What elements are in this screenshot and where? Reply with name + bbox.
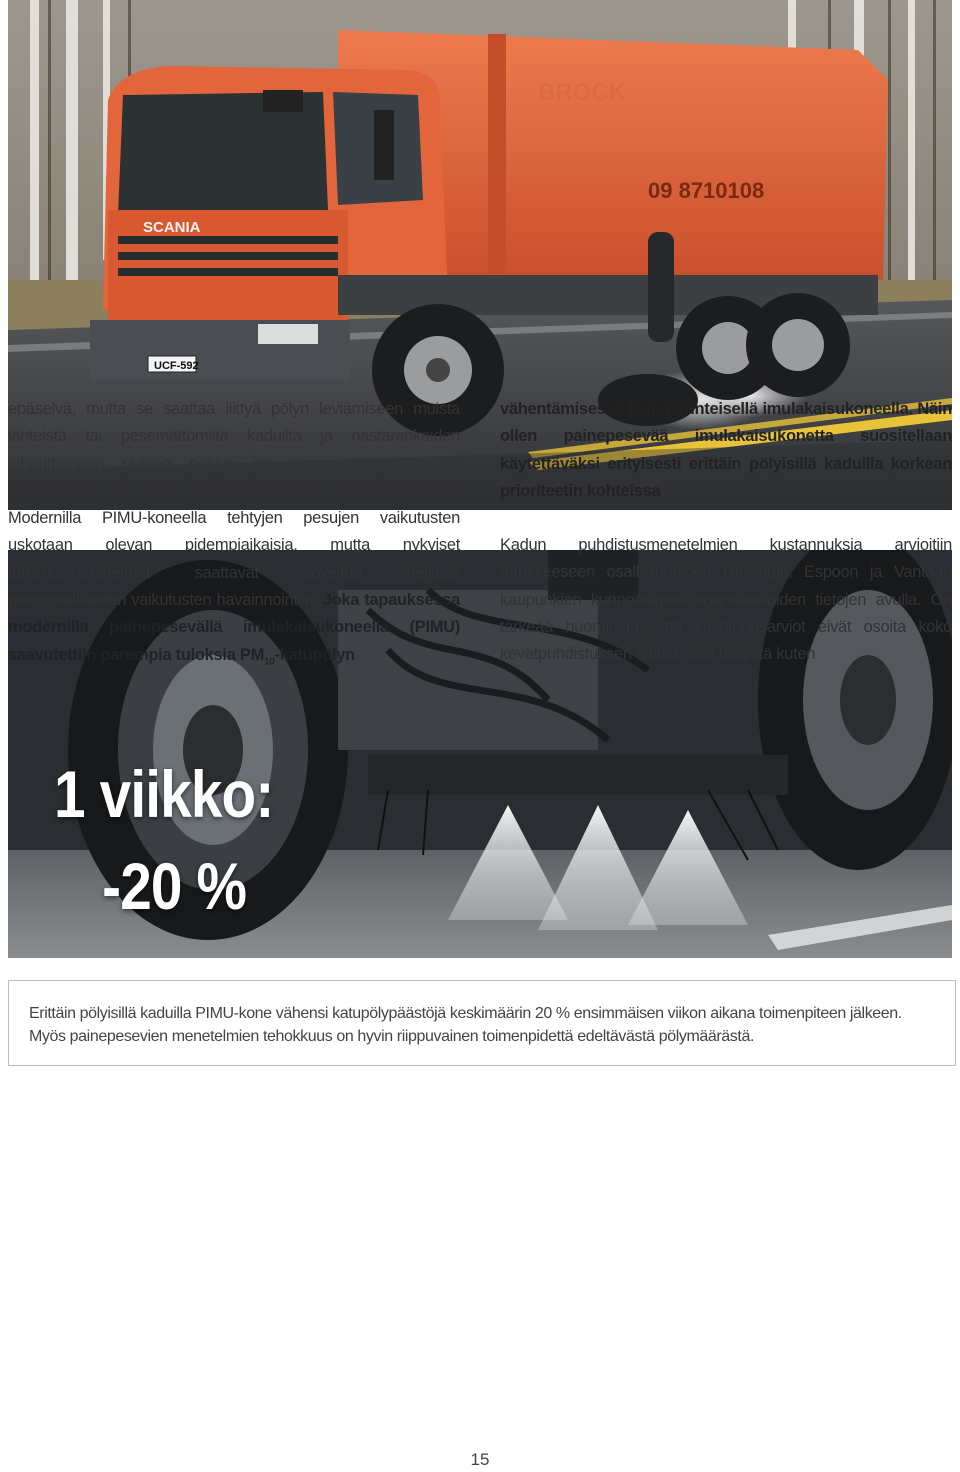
company-decal: BROCK [538,79,626,106]
pm-subscript: 10 [264,655,275,667]
right-bold-end: . [660,481,665,500]
rear-wheel-2 [746,293,850,397]
left-bold-text: Joka tapauksessa modernilla painepesevällä imulakaisukoneella (PIMU) saavutettiin parempia tuloksia PM [8,591,460,664]
photo-caption-box [8,980,956,1066]
brand-badge: SCANIA [143,219,201,236]
left-paragraph-text: epäselvä, mutta se saattaa liittyä pölyn leviämiseen muista lähteistä tai pesemättömiltä kaduilta ja nastarenkaiden aiheuttamaan uuteen pölyyn jos nastarenkaiden osuus liikenteessä on vielä pesutoimenpiteen jälkeen korkea. Modernilla PIMU-koneella tehtyjen pesujen vaikutusten uskotaan olevan pidempiaikaisia, mutta nykyiset tutkimusmenetelmät saattavat soveltua heikosti pidempiaikaisten vaikutusten havainnointiin. [8,400,460,610]
left-text-column [8,396,460,675]
right-paragraph-2: Kadun puhdistusmenetelmien kustannuksia arvioitiin hankkeeseen osallistuneiden Helsingin, Espoon ja Vantaan kaupunkien kunnossapito-organisaatioiden tietojen avulla. On tärkeää huomioida, että kustannusarviot eivät osoita koko kevätpuhdistuksen hintaa, sillä tekijöitä kuten [500,536,952,664]
headline-line-1: 1 viikko: [54,757,274,831]
caption-text: Erittäin pölyisillä kaduilla PIMU-kone vähensi katupölypäästöjä keskimäärin 20 % ensimmäisen viikon aikana toimenpiteen jälkeen. Myös painepesevien menetelmien tehokkuus on hyvin riippuvainen toimenpidettä edeltävästä pölymäärästä. [29,1005,902,1045]
headline [54,748,273,932]
headline-line-2: -20 % [102,849,247,923]
page-number: 15 [470,1450,490,1469]
right-bold-text: vähentämisessä kuin perinteisellä imulakaisukoneella. Näin ollen painepesevää imulakaisukonetta suositellaan käytettäväksi erityisesti erittäin pölyisillä kaduilla korkean prioriteetin kohteissa [500,400,952,500]
right-text-column [500,396,952,669]
phone-number-decal: 09 8710108 [648,178,765,203]
license-plate: UCF-592 [154,360,199,372]
left-bold-tail: -katupölyn [274,645,355,664]
